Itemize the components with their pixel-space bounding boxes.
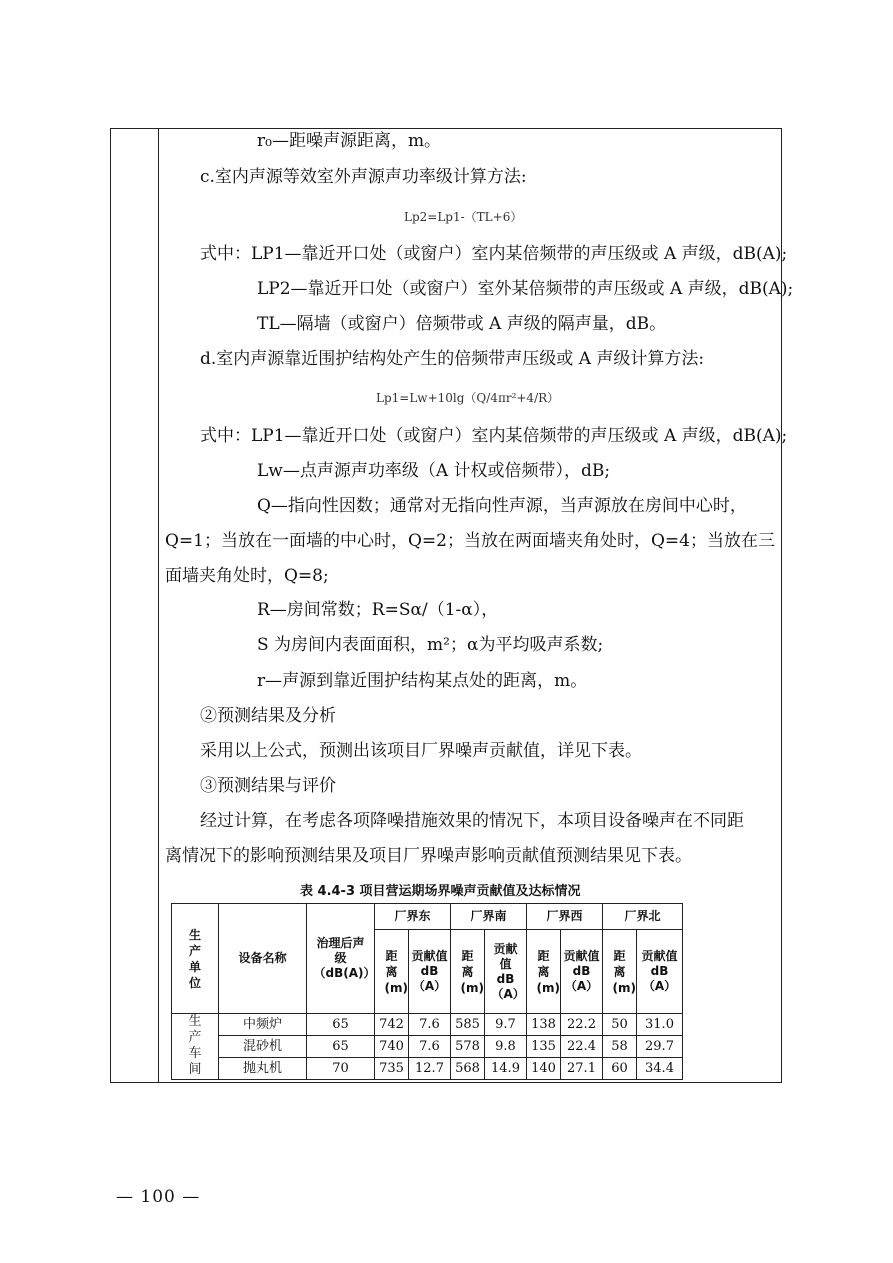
unit-cell: 生产车间 bbox=[172, 1014, 219, 1080]
header-north-contribution: 贡献值 dB（A） bbox=[637, 930, 683, 1014]
header-west-distance: 距离(m) bbox=[527, 930, 561, 1014]
d-r-distance-definition: r—声源到靠近围护结构某点处的距离，m。 bbox=[257, 671, 588, 691]
d-lw-definition: Lw—点声源声功率级（A 计权或倍频带），dB; bbox=[257, 461, 611, 481]
header-level: 治理后声级（dB(A)） bbox=[307, 904, 375, 1014]
equipment-cell: 抛丸机 bbox=[219, 1058, 307, 1080]
south-value-cell: 14.9 bbox=[485, 1058, 527, 1080]
header-equipment: 设备名称 bbox=[219, 904, 307, 1014]
header-north: 厂界北 bbox=[603, 904, 683, 930]
section-3-text-2: 离情况下的影响预测结果及项目厂界噪声影响贡献值预测结果见下表。 bbox=[165, 846, 692, 866]
table-caption: 表 4.4-3 项目营运期场界噪声贡献值及达标情况 bbox=[300, 884, 581, 899]
west-distance-cell: 140 bbox=[527, 1058, 561, 1080]
c-tl-definition: TL—隔墙（或窗户）倍频带或 A 声级的隔声量，dB。 bbox=[257, 314, 667, 334]
north-distance-cell: 50 bbox=[603, 1014, 637, 1036]
formula-c: Lp2=Lp1-（TL+6） bbox=[404, 210, 523, 224]
south-distance-cell: 568 bbox=[451, 1058, 485, 1080]
left-column-rule bbox=[158, 129, 159, 1082]
west-value-cell: 22.4 bbox=[561, 1036, 603, 1058]
section-2-text: 采用以上公式，预测出该项目厂界噪声贡献值，详见下表。 bbox=[200, 741, 642, 761]
header-unit: 生产单位 bbox=[172, 904, 219, 1014]
d-q-definition-2: Q=1；当放在一面墙的中心时，Q=2；当放在两面墙夹角处时，Q=4；当放在三 bbox=[165, 531, 775, 551]
section-d-heading: d.室内声源靠近围护结构处产生的倍频带声压级或 A 声级计算方法: bbox=[200, 349, 705, 369]
header-west-contribution: 贡献值 dB（A） bbox=[561, 930, 603, 1014]
header-south: 厂界南 bbox=[451, 904, 527, 930]
c-lp1-definition: 式中：LP1—靠近开口处（或窗户）室内某倍频带的声压级或 A 声级，dB(A); bbox=[200, 244, 788, 264]
east-value-cell: 7.6 bbox=[409, 1036, 451, 1058]
west-distance-cell: 135 bbox=[527, 1036, 561, 1058]
d-lp1-definition: 式中：LP1—靠近开口处（或窗户）室内某倍频带的声压级或 A 声级，dB(A); bbox=[200, 426, 788, 446]
noise-table bbox=[171, 903, 683, 1080]
north-value-cell: 29.7 bbox=[637, 1036, 683, 1058]
north-value-cell: 34.4 bbox=[637, 1058, 683, 1080]
table-row bbox=[172, 1036, 683, 1058]
header-south-contribution: 贡献值 dB（A） bbox=[485, 930, 527, 1014]
north-distance-cell: 60 bbox=[603, 1058, 637, 1080]
north-value-cell: 31.0 bbox=[637, 1014, 683, 1036]
table-row bbox=[172, 1014, 683, 1036]
section-2-heading: ②预测结果及分析 bbox=[200, 706, 336, 726]
level-cell: 65 bbox=[307, 1014, 375, 1036]
header-east-contribution: 贡献值 dB（A） bbox=[409, 930, 451, 1014]
south-distance-cell: 585 bbox=[451, 1014, 485, 1036]
south-distance-cell: 578 bbox=[451, 1036, 485, 1058]
c-lp2-definition: LP2—靠近开口处（或窗户）室外某倍频带的声压级或 A 声级，dB(A); bbox=[257, 279, 794, 299]
header-south-distance: 距离(m) bbox=[451, 930, 485, 1014]
section-c-heading: c.室内声源等效室外声源声功率级计算方法: bbox=[200, 167, 527, 187]
header-west: 厂界西 bbox=[527, 904, 603, 930]
page-number: — 100 — bbox=[116, 1187, 201, 1207]
equipment-cell: 中频炉 bbox=[219, 1014, 307, 1036]
section-3-text-1: 经过计算，在考虑各项降噪措施效果的情况下，本项目设备噪声在不同距 bbox=[200, 811, 744, 831]
south-value-cell: 9.8 bbox=[485, 1036, 527, 1058]
east-distance-cell: 740 bbox=[375, 1036, 409, 1058]
d-q-definition-3: 面墙夹角处时，Q=8; bbox=[165, 566, 329, 586]
west-value-cell: 27.1 bbox=[561, 1058, 603, 1080]
south-value-cell: 9.7 bbox=[485, 1014, 527, 1036]
section-3-heading: ③预测结果与评价 bbox=[200, 776, 336, 796]
formula-d: Lp1=Lw+10lg（Q/4πr²+4/R） bbox=[376, 391, 560, 405]
east-distance-cell: 742 bbox=[375, 1014, 409, 1036]
north-distance-cell: 58 bbox=[603, 1036, 637, 1058]
header-east: 厂界东 bbox=[375, 904, 451, 930]
header-east-distance: 距离(m) bbox=[375, 930, 409, 1014]
level-cell: 65 bbox=[307, 1036, 375, 1058]
east-distance-cell: 735 bbox=[375, 1058, 409, 1080]
equipment-cell: 混砂机 bbox=[219, 1036, 307, 1058]
d-r-definition: R—房间常数；R=Sα/（1-α）， bbox=[257, 600, 499, 620]
r0-definition: r₀—距噪声源距离，m。 bbox=[257, 131, 442, 151]
east-value-cell: 12.7 bbox=[409, 1058, 451, 1080]
west-distance-cell: 138 bbox=[527, 1014, 561, 1036]
east-value-cell: 7.6 bbox=[409, 1014, 451, 1036]
table-row bbox=[172, 1058, 683, 1080]
header-north-distance: 距离(m) bbox=[603, 930, 637, 1014]
west-value-cell: 22.2 bbox=[561, 1014, 603, 1036]
level-cell: 70 bbox=[307, 1058, 375, 1080]
d-s-definition: S 为房间内表面面积，m²；α为平均吸声系数; bbox=[257, 635, 604, 655]
d-q-definition-1: Q—指向性因数；通常对无指向性声源，当声源放在房间中心时， bbox=[257, 496, 747, 516]
